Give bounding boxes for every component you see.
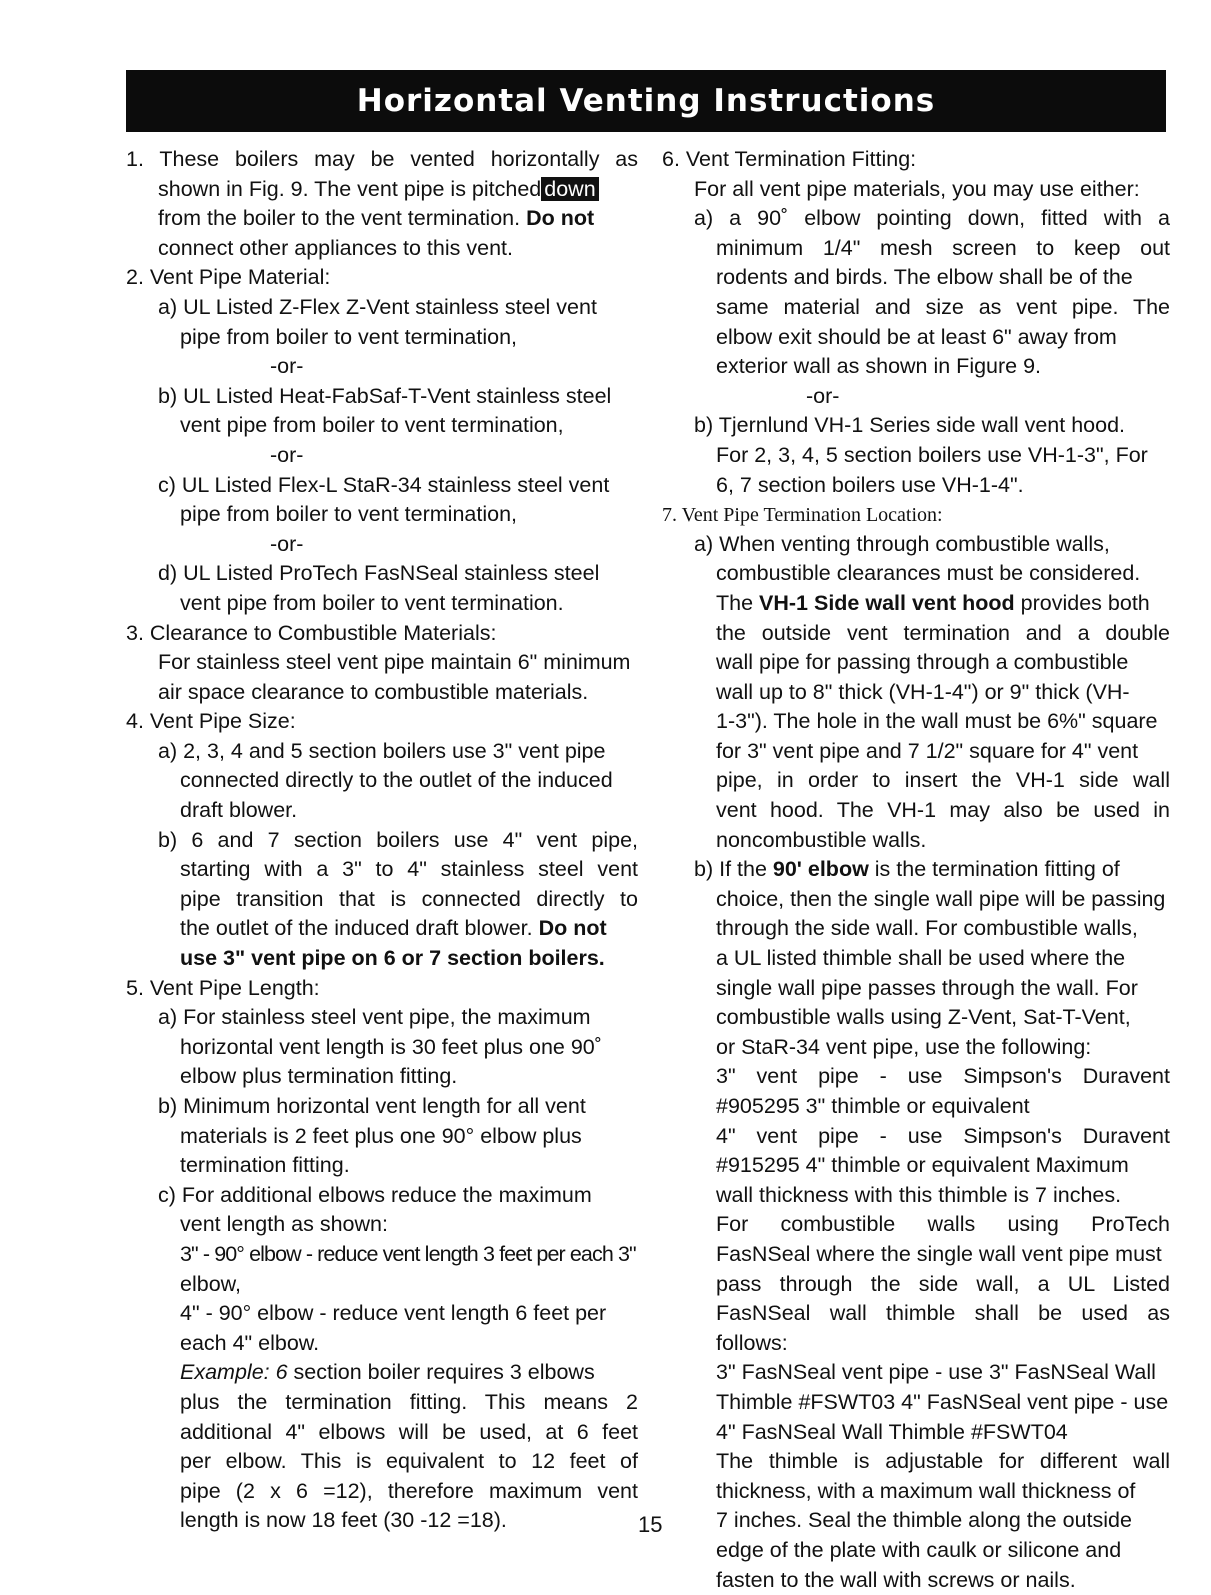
text-span: 4" - 90° elbow - reduce vent length 6 feet per [180,1301,606,1325]
text-span: For stainless steel vent pipe maintain 6" minimum [158,650,630,674]
text-span: draft blower. [180,798,297,822]
text-span: vent pipe from boiler to vent termination. [180,591,564,615]
text-line [662,441,1170,471]
text-line [662,1151,1170,1181]
text-line [662,796,1170,826]
text-span: vent hood. The VH-1 may also be used in [716,798,1170,822]
text-line [126,263,638,293]
text-span: pipe from boiler to vent termination, [180,325,517,349]
text-span: a) UL Listed Z-Flex Z-Vent stainless steel vent [158,295,597,319]
text-span: 4. Vent Pipe Size: [126,709,296,733]
text-line [126,1329,638,1359]
text-line [662,707,1170,737]
text-line [662,1358,1170,1388]
text-line [126,1210,638,1240]
text-line [126,1477,638,1507]
text-span: wall pipe for passing through a combustible [716,650,1128,674]
text-span: vent pipe from boiler to vent termination, [180,413,564,437]
text-line [126,619,638,649]
text-line [126,500,638,530]
text-span: provides both [1015,591,1150,615]
text-line [662,1566,1170,1595]
text-line [126,914,638,944]
text-span: b) UL Listed Heat-FabSaf-T-Vent stainless steel [158,384,611,408]
text-line [662,1181,1170,1211]
text-line [126,796,638,826]
text-span: termination fitting. [180,1153,350,1177]
text-span: Example: 6 [180,1360,288,1384]
text-span: The thimble is adjustable for different wall [716,1449,1170,1473]
bold-text: 90' elbow [773,857,869,881]
text-span: 4" FasNSeal Wall Thimble #FSWT04 [716,1420,1068,1444]
text-line [662,1329,1170,1359]
text-span: 5. Vent Pipe Length: [126,976,320,1000]
text-span: b) Tjernlund VH-1 Series side wall vent hood. [694,413,1125,437]
text-span: section boiler requires 3 elbows [288,1360,595,1384]
text-line [126,648,638,678]
text-span: combustible walls using Z-Vent, Sat-T-Vent, [716,1005,1131,1029]
text-line [662,382,1170,412]
highlighted-text: down [541,177,598,201]
text-span: single wall pipe passes through the wall. For [716,976,1138,1000]
text-span: a) When venting through combustible walls, [694,532,1110,556]
text-line [126,559,638,589]
text-line [662,678,1170,708]
text-span: FasNSeal wall thimble shall be used as [716,1301,1170,1325]
text-span: wall thickness with this thimble is 7 inches. [716,1183,1121,1207]
text-line [662,1210,1170,1240]
text-line [662,619,1170,649]
text-line [662,1092,1170,1122]
text-line [662,826,1170,856]
text-line [662,530,1170,560]
text-span: 3. Clearance to Combustible Materials: [126,621,496,645]
text-line [126,1506,638,1536]
text-span: a UL listed thimble shall be used where the [716,946,1125,970]
text-span: #905295 3" thimble or equivalent [716,1094,1030,1118]
text-line [662,737,1170,767]
text-span: for 3" vent pipe and 7 1/2" square for 4" vent [716,739,1138,763]
bold-text: Do not [539,916,607,940]
text-line [126,293,638,323]
text-line [662,914,1170,944]
text-line [662,1299,1170,1329]
text-line [662,1477,1170,1507]
text-span: per elbow. This is equivalent to 12 feet of [180,1449,638,1473]
text-span: 7 inches. Seal the thimble along the outside [716,1508,1132,1532]
text-span: choice, then the single wall pipe will be passing [716,887,1165,911]
text-line [126,855,638,885]
text-span: 1-3"). The hole in the wall must be 6%" square [716,709,1158,733]
text-span: materials is 2 feet plus one 90° elbow plus [180,1124,582,1148]
text-line [126,441,638,471]
text-line [662,1122,1170,1152]
text-span: air space clearance to combustible materials. [158,680,588,704]
text-line [662,1447,1170,1477]
text-line [126,1092,638,1122]
text-line [662,1003,1170,1033]
text-line [126,234,638,264]
text-line [126,1151,638,1181]
text-span: 1. These boilers may be vented horizontally as [126,147,638,171]
text-span: -or- [270,532,303,556]
text-line [126,1418,638,1448]
text-span: wall up to 8" thick (VH-1-4") or 9" thick (VH- [716,680,1130,704]
text-span: each 4" elbow. [180,1331,319,1355]
text-span: For all vent pipe materials, you may use either: [694,177,1140,201]
text-span: 6, 7 section boilers use VH-1-4". [716,473,1024,497]
text-line [662,559,1170,589]
text-span: elbow, [180,1272,241,1296]
text-span: minimum 1/4" mesh screen to keep out [716,236,1170,260]
left-column [126,145,638,1536]
text-line [662,234,1170,264]
text-span: 4" vent pipe - use Simpson's Duravent [716,1124,1170,1148]
text-span: thickness, with a maximum wall thickness of [716,1479,1135,1503]
text-span: b) Minimum horizontal vent length for all vent [158,1094,586,1118]
bold-text: VH-1 Side wall vent hood [759,591,1015,615]
text-line [126,530,638,560]
text-span: pass through the side wall, a UL Listed [716,1272,1170,1296]
text-span: rodents and birds. The elbow shall be of the [716,265,1133,289]
text-span: the outlet of the induced draft blower. [180,916,539,940]
text-line [126,1003,638,1033]
text-line [126,1240,638,1270]
text-line [126,766,638,796]
text-line [126,382,638,412]
text-span: shown in Fig. 9. The vent pipe is pitched [158,177,541,201]
text-line [662,1388,1170,1418]
text-span: connected directly to the outlet of the induced [180,768,613,792]
text-span: is the termination fitting of [869,857,1120,881]
text-span: elbow plus termination fitting. [180,1064,457,1088]
text-span: from the boiler to the vent termination. [158,206,526,230]
text-line [126,411,638,441]
text-span: 3" vent pipe - use Simpson's Duravent [716,1064,1170,1088]
text-line [126,1181,638,1211]
text-span: pipe from boiler to vent termination, [180,502,517,526]
text-line [126,175,638,205]
text-span: c) UL Listed Flex-L StaR-34 stainless steel vent [158,473,609,497]
text-line [662,500,1170,530]
text-line [126,145,638,175]
text-span: c) For additional elbows reduce the maximum [158,1183,592,1207]
text-line [662,1418,1170,1448]
text-span: -or- [270,443,303,467]
text-span: through the side wall. For combustible walls, [716,916,1138,940]
text-span: length is now 18 feet (30 -12 =18). [180,1508,507,1532]
text-line [126,323,638,353]
text-line [126,204,638,234]
text-line [126,589,638,619]
text-span: 2. Vent Pipe Material: [126,265,330,289]
text-span: connect other appliances to this vent. [158,236,513,260]
text-span: Thimble #FSWT03 4" FasNSeal vent pipe - use [716,1390,1168,1414]
text-span: 3" FasNSeal vent pipe - use 3" FasNSeal Wall [716,1360,1156,1384]
text-span: pipe, in order to insert the VH-1 side wall [716,768,1170,792]
page-number: 15 [638,1512,662,1538]
text-line [126,1388,638,1418]
text-span: noncombustible walls. [716,828,926,852]
text-line [662,589,1170,619]
text-line [126,885,638,915]
text-span: FasNSeal where the single wall vent pipe must [716,1242,1162,1266]
text-span: combustible clearances must be considered. [716,561,1140,585]
text-span: horizontal vent length is 30 feet plus one 90˚ [180,1035,602,1059]
text-span: The [716,591,759,615]
text-line [126,352,638,382]
text-line [126,1122,638,1152]
text-line [662,855,1170,885]
text-line [662,411,1170,441]
text-span: a) a 90˚ elbow pointing down, fitted with a [694,206,1170,230]
text-line [662,263,1170,293]
right-column [662,145,1170,1595]
text-line [662,1506,1170,1536]
text-line [662,1033,1170,1063]
text-line [662,648,1170,678]
text-line [662,293,1170,323]
text-line [126,707,638,737]
text-span: additional 4" elbows will be used, at 6 feet [180,1420,638,1444]
text-line [126,944,638,974]
text-line [662,204,1170,234]
text-line [662,471,1170,501]
text-span: b) If the [694,857,773,881]
text-line [662,352,1170,382]
text-span: pipe transition that is connected directly to [180,887,638,911]
text-span: edge of the plate with caulk or silicone and [716,1538,1121,1562]
text-span: b) 6 and 7 section boilers use 4" vent pipe, [158,828,638,852]
text-line [126,826,638,856]
text-line [662,1062,1170,1092]
text-span: starting with a 3" to 4" stainless steel vent [180,857,638,881]
text-line [126,471,638,501]
text-span: elbow exit should be at least 6" away from [716,325,1117,349]
text-line [662,1240,1170,1270]
text-span: a) 2, 3, 4 and 5 section boilers use 3" vent pipe [158,739,605,763]
text-line [662,885,1170,915]
text-span: fasten to the wall with screws or nails. [716,1568,1076,1592]
page-title: Horizontal Venting Instructions [126,70,1166,132]
text-line [662,1536,1170,1566]
text-line [662,323,1170,353]
text-line [126,1270,638,1300]
bold-text: Do not [526,206,594,230]
text-line [126,974,638,1004]
text-span: vent length as shown: [180,1212,388,1236]
text-span: same material and size as vent pipe. The [716,295,1170,319]
text-span: a) For stainless steel vent pipe, the maximum [158,1005,591,1029]
bold-text: use 3" vent pipe on 6 or 7 section boilers. [180,946,605,970]
text-span: -or- [806,384,839,408]
text-span: -or- [270,354,303,378]
text-line [126,1358,638,1388]
text-line [126,1062,638,1092]
text-span: For combustible walls using ProTech [716,1212,1170,1236]
text-span: 6. Vent Termination Fitting: [662,147,916,171]
text-span: plus the termination fitting. This means 2 [180,1390,638,1414]
text-span: or StaR-34 vent pipe, use the following: [716,1035,1091,1059]
text-span: 7. Vent Pipe Termination Location: [662,504,943,526]
text-line [126,678,638,708]
text-line [662,766,1170,796]
text-line [126,737,638,767]
text-span: the outside vent termination and a double [716,621,1170,645]
text-span: For 2, 3, 4, 5 section boilers use VH-1-3", For [716,443,1148,467]
text-line [126,1299,638,1329]
text-line [662,974,1170,1004]
text-span: d) UL Listed ProTech FasNSeal stainless steel [158,561,599,585]
text-span: pipe (2 x 6 =12), therefore maximum vent [180,1479,638,1503]
text-line [662,944,1170,974]
text-line [662,175,1170,205]
text-line [126,1447,638,1477]
text-span: 3" - 90° elbow - reduce vent length 3 feet per each 3" [180,1242,636,1266]
text-line [662,1270,1170,1300]
text-span: #915295 4" thimble or equivalent Maximum [716,1153,1129,1177]
text-line [662,145,1170,175]
text-line [126,1033,638,1063]
text-span: follows: [716,1331,788,1355]
text-span: exterior wall as shown in Figure 9. [716,354,1041,378]
